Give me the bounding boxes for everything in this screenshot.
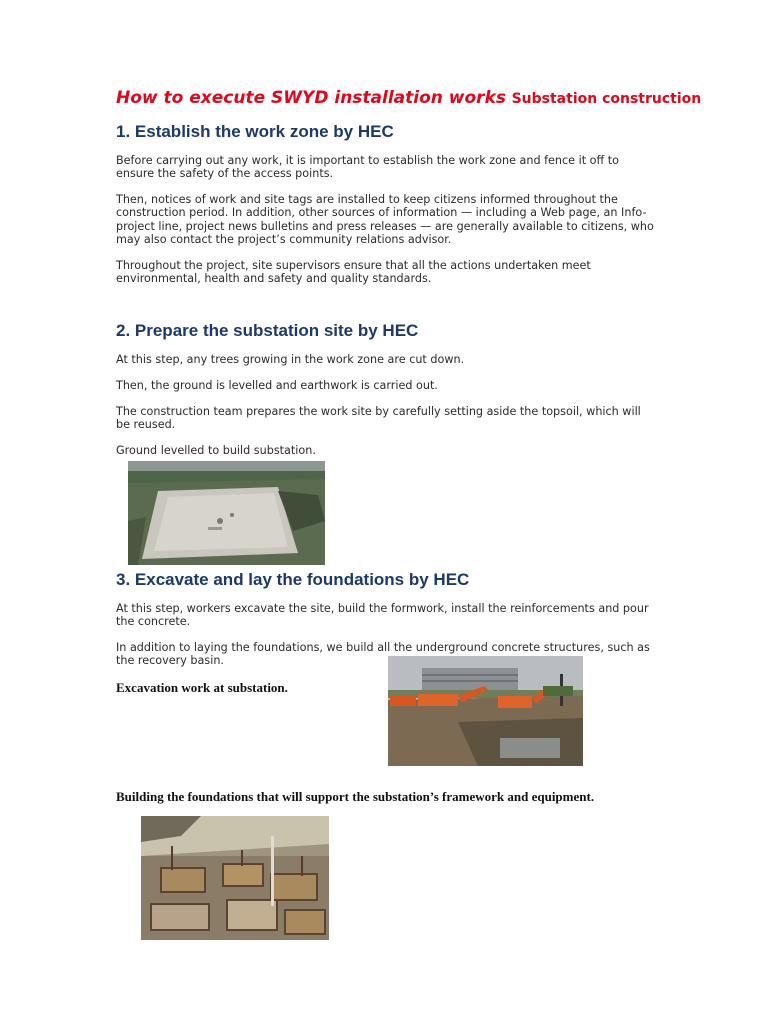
section-2-heading: 2. Prepare the substation site by HEC: [116, 321, 419, 340]
section-2-paragraph-2: Then, the ground is levelled and earthwork is carried out.: [116, 379, 438, 392]
section-1-paragraph-3: Throughout the project, site supervisors ensure that all the actions undertaken meet environmental, health and safety and quality standards.: [116, 259, 591, 286]
section-2-paragraph-3: The construction team prepares the work site by carefully setting aside the topsoil, which will be reused.: [116, 405, 641, 432]
document-title: [116, 88, 701, 108]
excavation-photo: [388, 656, 583, 766]
section-1-heading: 1. Establish the work zone by HEC: [116, 122, 394, 141]
section-3-paragraph-2: In addition to laying the foundations, we build all the underground concrete structures, such as the recovery basin.: [116, 641, 650, 668]
foundations-photo: [141, 816, 329, 940]
section-3-paragraph-1: At this step, workers excavate the site, build the formwork, install the reinforcements and pour the concrete.: [116, 602, 649, 629]
levelled-ground-photo: [128, 461, 325, 565]
title-main: How to execute SWYD installation works: [116, 88, 506, 108]
section-3-heading: 3. Excavate and lay the foundations by HEC: [116, 570, 470, 589]
section-2-caption: Ground levelled to build substation.: [116, 444, 316, 457]
title-sub: Substation construction: [511, 91, 702, 107]
section-1-paragraph-2: Then, notices of work and site tags are installed to keep citizens informed throughout the construction period. In addition, other sources of information — including a Web page, an Info-project line, project news bulletins and press releases — are generally available to citizens, who may also contact the project’s community relations advisor.: [116, 193, 654, 246]
section-2-paragraph-1: At this step, any trees growing in the work zone are cut down.: [116, 353, 465, 366]
section-1-paragraph-1: Before carrying out any work, it is important to establish the work zone and fence it off to ensure the safety of the access points.: [116, 154, 619, 181]
foundations-caption: Building the foundations that will support the substation’s framework and equipment.: [116, 789, 595, 804]
excavation-caption: Excavation work at substation.: [116, 680, 288, 695]
